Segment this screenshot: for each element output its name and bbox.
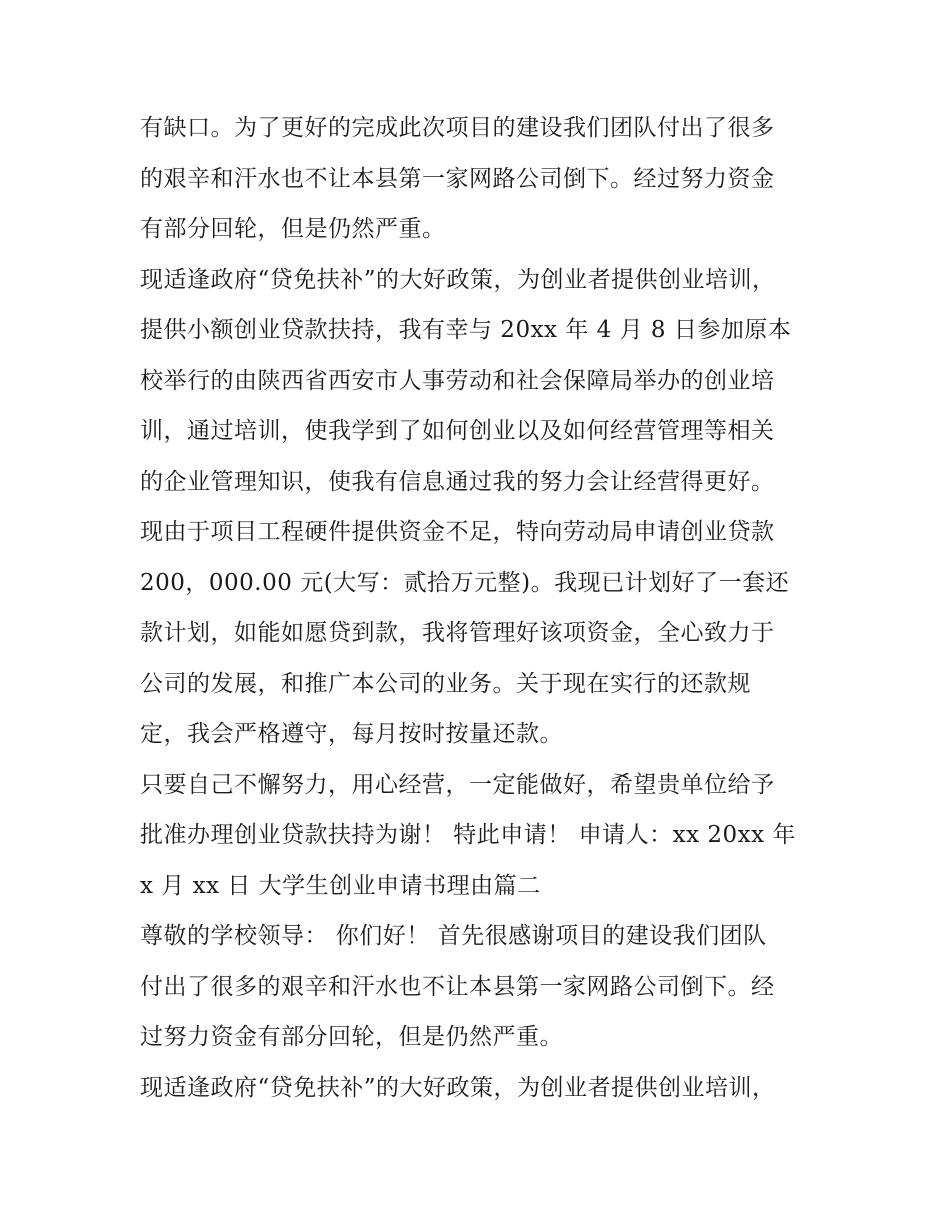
text-line: 批准办理创业贷款扶持为谢！ 特此申请！ 申请人：xx 20xx 年 bbox=[140, 822, 796, 848]
text-line: 有缺口。为了更好的完成此次项目的建设我们团队付出了很多 bbox=[140, 115, 775, 141]
text-line: 的艰辛和汗水也不让本县第一家网路公司倒下。经过努力资金 bbox=[140, 165, 775, 192]
text-line: 尊敬的学校领导： 你们好！ 首先很感谢项目的建设我们团队 bbox=[140, 923, 767, 949]
text-line: 款计划，如能如愿贷到款，我将管理好该项资金，全心致力于 bbox=[140, 620, 775, 646]
text-line: 训，通过培训，使我学到了如何创业以及如何经营管理等相关 bbox=[140, 418, 775, 444]
text-line: 有部分回轮，但是仍然严重。 bbox=[140, 216, 446, 242]
text-line: 的企业管理知识，使我有信息通过我的努力会让经营得更好。 bbox=[140, 468, 775, 495]
text-line: 只要自己不懈努力，用心经营，一定能做好，希望贵单位给予 bbox=[140, 771, 775, 798]
document-body bbox=[140, 106, 820, 1116]
text-line: 付出了很多的艰辛和汗水也不让本县第一家网路公司倒下。经 bbox=[140, 973, 775, 1000]
text-line: 提供小额创业贷款扶持，我有幸与 20xx 年 4 月 8 日参加原本 bbox=[140, 317, 792, 343]
text-line: 校举行的由陕西省西安市人事劳动和社会保障局举办的创业培 bbox=[140, 367, 775, 394]
text-line: 200，000.00 元(大写：贰拾万元整)。我现已计划好了一套还 bbox=[140, 569, 790, 596]
text-line: 现适逢政府“贷免扶补”的大好政策，为创业者提供创业培训， bbox=[140, 1074, 776, 1101]
text-line: 定，我会严格遵守，每月按时按量还款。 bbox=[140, 721, 563, 747]
text-line: x 月 xx 日 大学生创业申请书理由篇二 bbox=[140, 872, 541, 899]
text-line: 现适逢政府“贷免扶补”的大好政策，为创业者提供创业培训， bbox=[140, 266, 776, 293]
text-line: 过努力资金有部分回轮，但是仍然严重。 bbox=[140, 1024, 563, 1050]
text-line: 现由于项目工程硬件提供资金不足，特向劳动局申请创业贷款 bbox=[140, 519, 775, 545]
text-line: 公司的发展，和推广本公司的业务。关于现在实行的还款规 bbox=[140, 670, 751, 697]
